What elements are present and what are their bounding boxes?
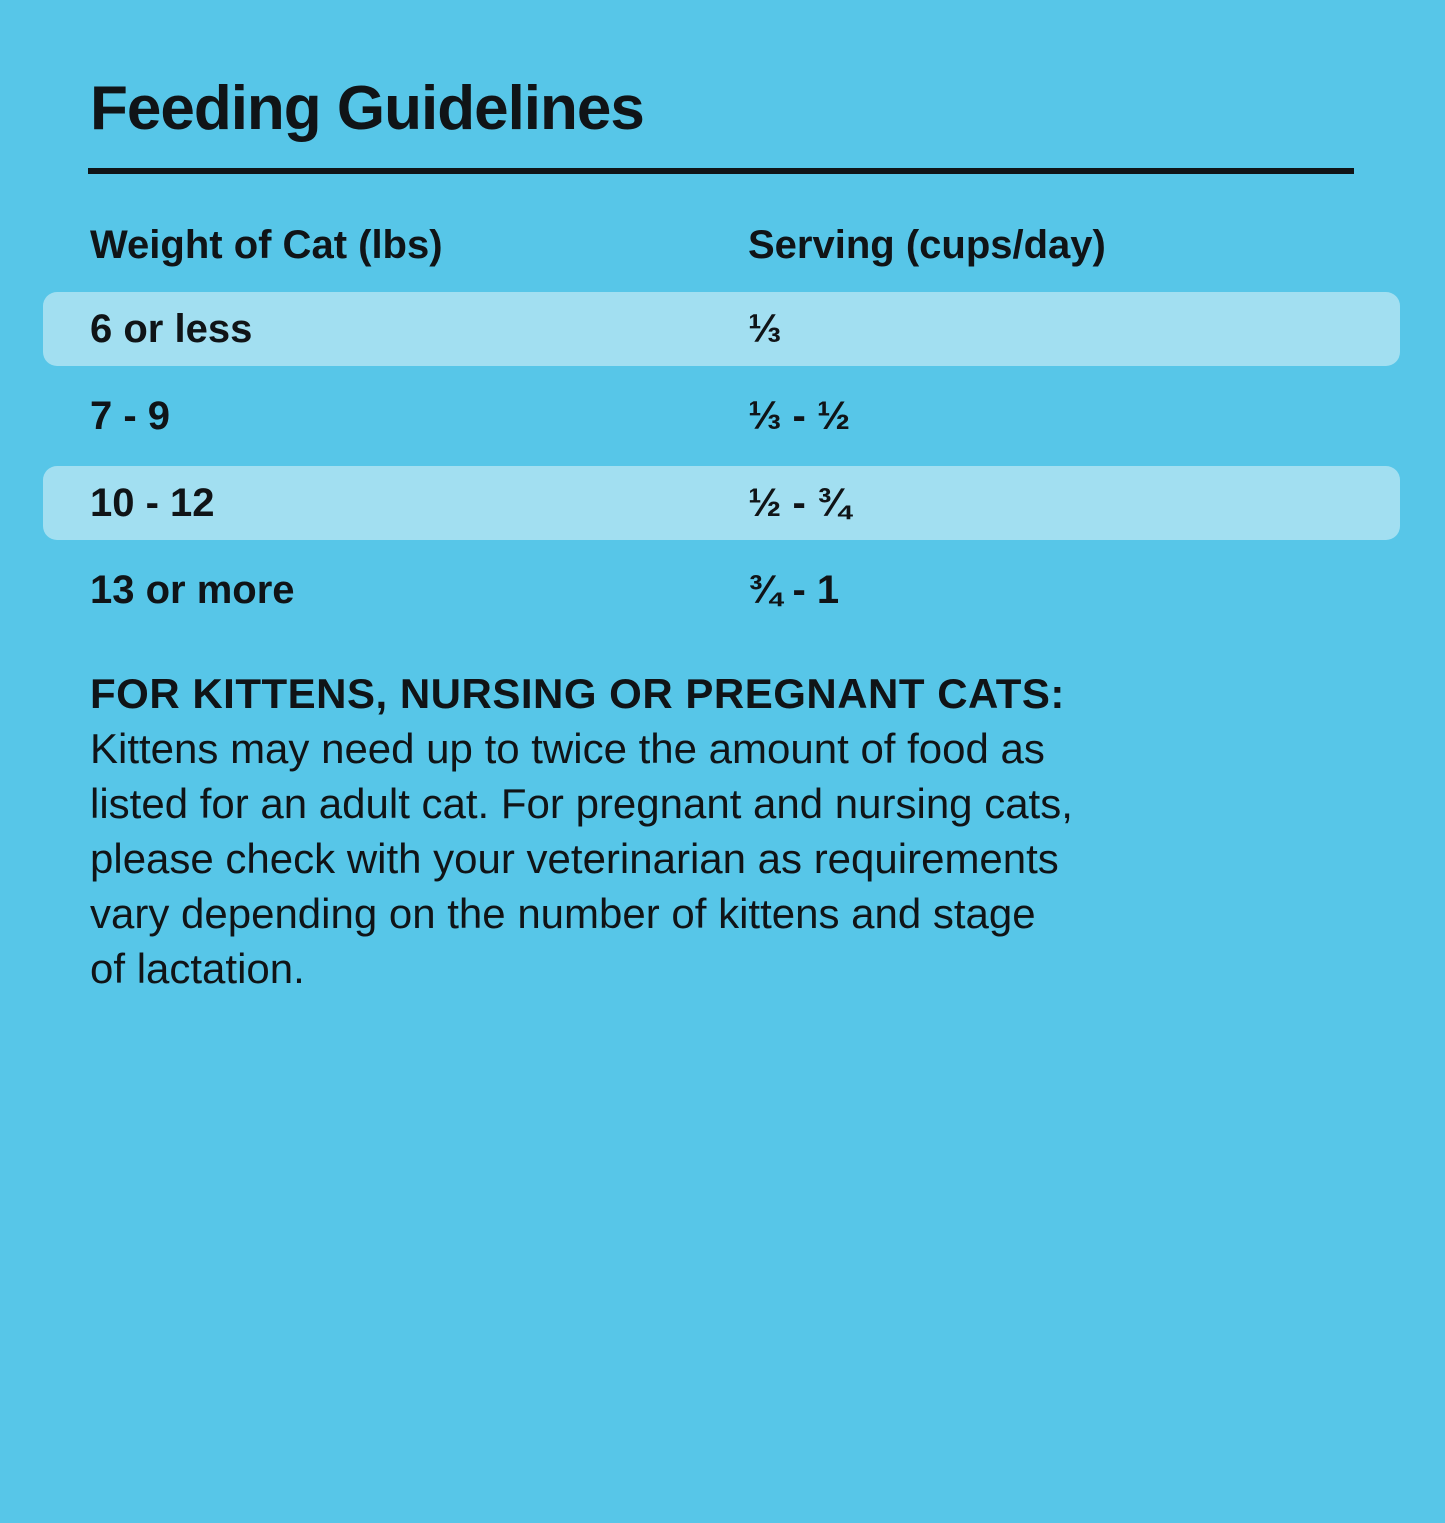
serving-cell: ⅓ [748, 307, 782, 351]
feeding-guidelines-label [0, 74, 1445, 1523]
note-line: Kittens may need up to twice the amount of food as [90, 724, 1045, 772]
weight-cell: 7 - 9 [90, 394, 171, 438]
table-row [43, 292, 1400, 366]
note-line: vary depending on the number of kittens and stage [90, 889, 1036, 937]
note-line: listed for an adult cat. For pregnant and nursing cats, [90, 779, 1073, 827]
table-header-row [90, 222, 1445, 268]
kitten-note [90, 667, 1390, 996]
table-row [43, 553, 1400, 627]
note-line: of lactation. [90, 944, 305, 992]
weight-cell: 13 or more [90, 568, 295, 612]
serving-cell: ¾ - 1 [748, 568, 840, 612]
table-row [43, 379, 1400, 453]
serving-cell: ⅓ - ½ [748, 394, 851, 438]
table-row [43, 466, 1400, 540]
weight-cell: 10 - 12 [90, 481, 215, 525]
note-heading: FOR KITTENS, NURSING OR PREGNANT CATS: [90, 670, 1065, 717]
note-line: please check with your veterinarian as requirements [90, 834, 1059, 882]
title-divider [88, 168, 1354, 174]
column-header-weight: Weight of Cat (lbs) [90, 223, 443, 267]
page-title: Feeding Guidelines [90, 74, 644, 143]
column-header-serving: Serving (cups/day) [748, 223, 1106, 267]
serving-cell: ½ - ¾ [748, 481, 851, 525]
feeding-table [43, 292, 1400, 627]
weight-cell: 6 or less [90, 307, 253, 351]
